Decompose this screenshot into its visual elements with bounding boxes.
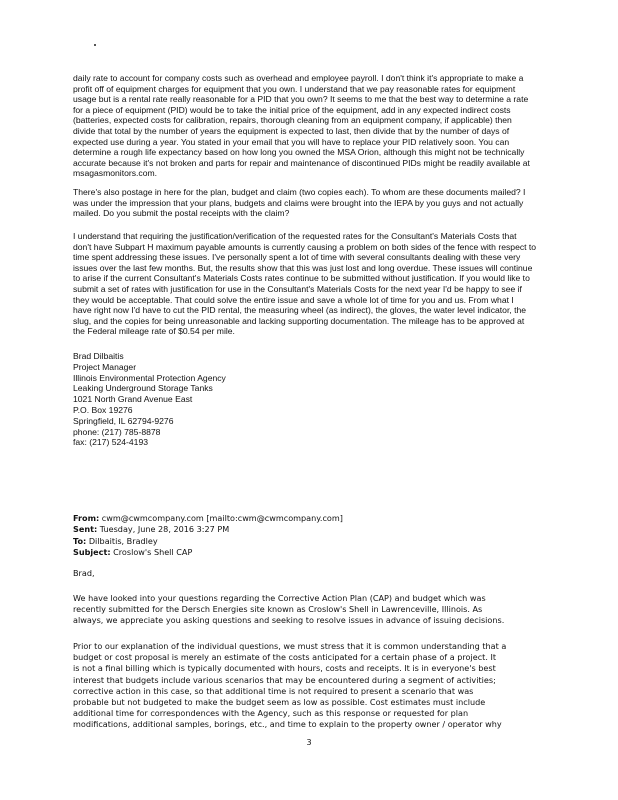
signature-division: Leaking Underground Storage Tanks [73,383,213,394]
text-line: submit a set of rates with justification for use in the Consultant's Materials Costs for the next year I'd be happy to see if [73,283,522,294]
signature-po-box: P.O. Box 19276 [73,404,133,415]
text-line: the Federal mileage rate of $0.54 per mile. [73,326,235,337]
email-from-row [73,513,573,524]
email-to-value: Dilbaitis, Bradley [86,535,158,546]
text-line: is not a final billing which is typically documented with hours, costs and receipts. It is in everyone's best [73,663,496,674]
text-line: corrective action in this case, so that additional time is not required to present a scenario that was [73,685,474,696]
text-line: We have looked into your questions regarding the Corrective Action Plan (CAP) and budget which was [73,593,486,603]
signature-name: Brad Dilbaitis [73,351,124,361]
signature-street: 1021 North Grand Avenue East [73,394,193,405]
text-line: msagasmonitors.com. [73,168,158,179]
signature-fax: fax: (217) 524-4193 [73,437,149,448]
text-line: don't have Subpart H maximum payable amounts is currently causing a problem on both sides of the fence with respect to [73,241,537,252]
text-line: probable but not budgeted to make the budget seem as low as possible. Cost estimates must include [73,697,486,708]
text-line: have right now I'd have to cut the PID rental, the measuring wheel (as indirect), the gloves, the water level indicator, the [73,305,527,316]
text-line: interest that budgets include various scenarios that may be encountered during a segment of activities; [73,674,496,685]
text-line: divide that total by the number of years the equipment is expected to last, then divide that by the number of days of [73,125,510,136]
signature-title: Project Manager [73,361,137,372]
reply-paragraph-1 [73,73,573,179]
text-line: (batteries, expected costs for calibration, repairs, thorough cleaning from an equipment company, if applicable) then [73,115,512,126]
email-sent-value: Tuesday, June 28, 2016 3:27 PM [97,524,230,535]
text-line: There's also postage in here for the plan, budget and claim (two copies each). To whom are these documents mailed? I [73,187,526,197]
email-paragraph-2 [73,641,573,731]
text-line: recently submitted for the Dersch Energies site known as Croslow's Shell in Lawrenceville, Illinois. As [73,604,483,615]
text-line: mailed. Do you submit the postal receipts with the claim? [73,208,290,219]
signature-city: Springfield, IL 62794-9276 [73,415,174,426]
reply-paragraph-2 [73,187,573,219]
email-to-label: To: [73,535,87,546]
text-line: accurate because it's not broken and parts for repair and maintenance of discontinued PIDs might be readily available at [73,157,530,168]
greeting-text: Brad, [73,568,95,578]
text-line: for a piece of equipment (PID) would be to take the initial price of the equipment, add in any expected indirect costs [73,104,511,115]
text-line: I understand that requiring the justification/verification of the requested rates for the Consultant's Materials Costs that [73,231,517,241]
signature-phone: phone: (217) 785-8878 [73,426,161,437]
reply-paragraph-3 [73,231,573,337]
text-line: daily rate to account for company costs such as overhead and employee payroll. I don't think it's appropriate to make a [73,73,524,83]
text-line: they would be acceptable. That could solve the entire issue and save a whole lot of time for you and us. From what I [73,294,514,305]
text-line: Prior to our explanation of the individual questions, we must stress that it is common understanding that a [73,641,507,651]
text-line: issues over the last few months. But, the results show that this was just lost and long overdue. These issues will continue [73,262,533,273]
scan-speck [94,44,96,46]
text-line: always, we appreciate you asking questions and seeking to resolve issues in advance of issuing decisions. [73,615,505,626]
email-subject-label: Subject: [73,546,111,557]
text-line: budget or cost proposal is merely an estimate of the costs anticipated for a certain phase of a project. It [73,652,497,663]
text-line: expected use during a year. You stated in your email that you will have to replace your PID relatively soon. You can [73,136,510,147]
text-line: time spent addressing these issues. I've personally spent a lot of time with several consultants dealing with these very [73,252,521,263]
text-line: slug, and the copies for being unreasonable and lacking supporting documentation. The mileage has to be approved at [73,315,525,326]
text-line: usage but is a rental rate really reasonable for a PID that you own? It seems to me that the best way to determine a rate [73,94,529,105]
email-subject-value: Croslow's Shell CAP [110,546,193,557]
page-number: 3 [306,738,312,747]
text-line: to arise if the current Consultant's Materials Costs rates continue to be submitted without justification. If you would like to [73,273,530,284]
signature-agency: Illinois Environmental Protection Agency [73,372,226,383]
signature-block [73,351,573,448]
text-line: was under the impression that your plans, budgets and claims were brought into the IEPA by you guys and not actually [73,197,524,208]
text-line: profit off of equipment charges for equipment that you own. I understand that we pay reasonable rates for equipment [73,83,516,94]
email-from-value: cwm@cwmcompany.com [mailto:cwm@cwmcompany.com] [99,513,343,523]
email-header [73,513,573,558]
email-paragraph-1 [73,593,573,627]
email-to-row [73,536,573,547]
email-sent-label: Sent: [73,524,98,535]
email-subject-row [73,547,573,558]
text-line: determine a rough life expectancy based on how long you owned the MSA Orion, although this might not be technically [73,147,525,158]
text-line: additional time for correspondences with the Agency, such as this response or requested for plan [73,708,469,719]
text-line: modifications, additional samples, borings, etc., and time to explain to the property owner / operator why [73,719,502,730]
email-greeting [73,568,573,579]
email-sent-row [73,524,573,535]
email-from-label: From: [73,513,100,523]
